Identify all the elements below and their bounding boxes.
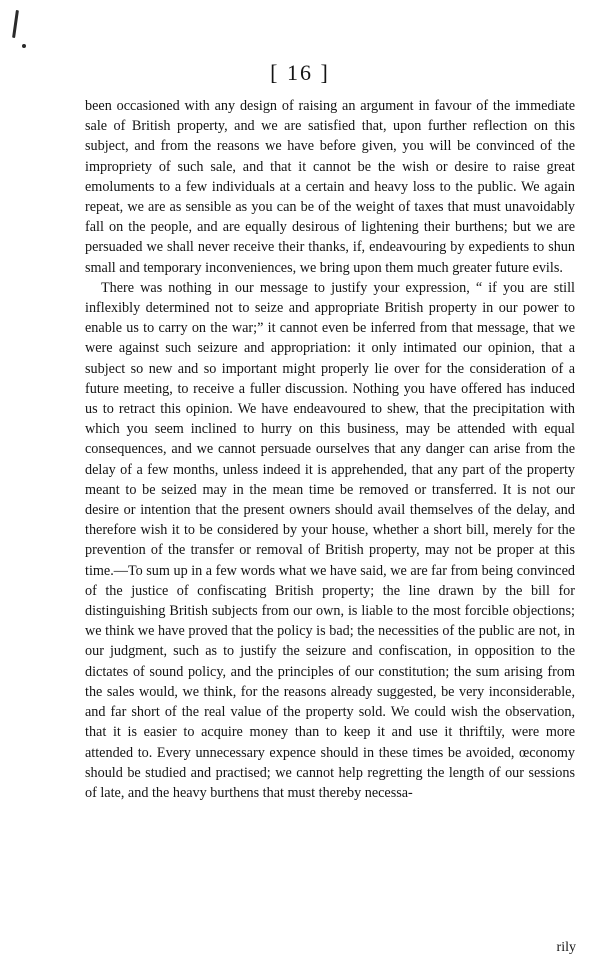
margin-ink-dot: [22, 44, 26, 48]
paragraph-2: There was nothing in our message to justify your expression, “ if you are still inflexibly determined not to seize and appropriate British property in our power to enable us to carry on the war;” it cannot even be inferred from that message, that we were against such seizure and appropriation: it only intimated our opinion, that a subject so new and so important might properly lie over for the consideration of a future meeting, to receive a fuller discussion. Nothing you have offered has induced us to retract this opinion. We have endeavoured to shew, that the precipitation with which you seem inclined to hurry on this business, may be attended with equal consequences, and we cannot persuade ourselves that any danger can arise from the delay of a few months, unless indeed it is apprehended, that any part of the property meant to be seized may in the mean time be removed or transferred. It is not our desire or intention that the present owners should avail themselves of the delay, and therefore wish it to be considered by your house, whether a short bill, merely for the prevention of the transfer or removal of British property, may not be proper at this time.—To sum up in a few words what we have said, we are far from being convinced of the justice of confiscating British property; the line drawn by the bill for distinguishing British subjects from our own, is liable to the most forcible objections; we think we have proved that the policy is bad; the necessities of the public are not, in our judgment, such as to justify the seizure and confiscation, in opposition to the dictates of sound policy, and the principles of our constitution; the sum arising from the sales would, we think, for the reasons already suggested, be very inconsiderable, and far short of the real value of the property sold. We could wish the observation, that it is easier to acquire money than to keep it and use it thriftily, were more attended to. Every unnecessary expence should in these times be avoided, œconomy should be studied and practised; we cannot help regretting the length of our sessions of late, and the heavy burthens that must thereby necessa-: [85, 279, 575, 801]
margin-ink-mark: [12, 10, 19, 38]
paragraph-1: been occasioned with any design of raising an argument in favour of the immediate sale of British property, and we are satisfied that, upon further reflection on this subject, and from the reasons we have before given, you will be convinced of the impropriety of such sale, and that it cannot be the wish or desire to raise great emoluments to a few individuals at a certain and heavy loss to the public. We again repeat, we are as sensible as you can be of the weight of taxes that must unavoidably fall on the people, and are equally desirous of lightening their burthens; but we are persuaded we shall never receive their thanks, if, endeavouring by expedients to shun small and temporary inconveniences, we bring upon them much greater future evils.: [85, 98, 575, 276]
body-text: [85, 96, 575, 803]
page-number: [ 16 ]: [270, 60, 330, 85]
catchword: rily: [556, 940, 576, 955]
